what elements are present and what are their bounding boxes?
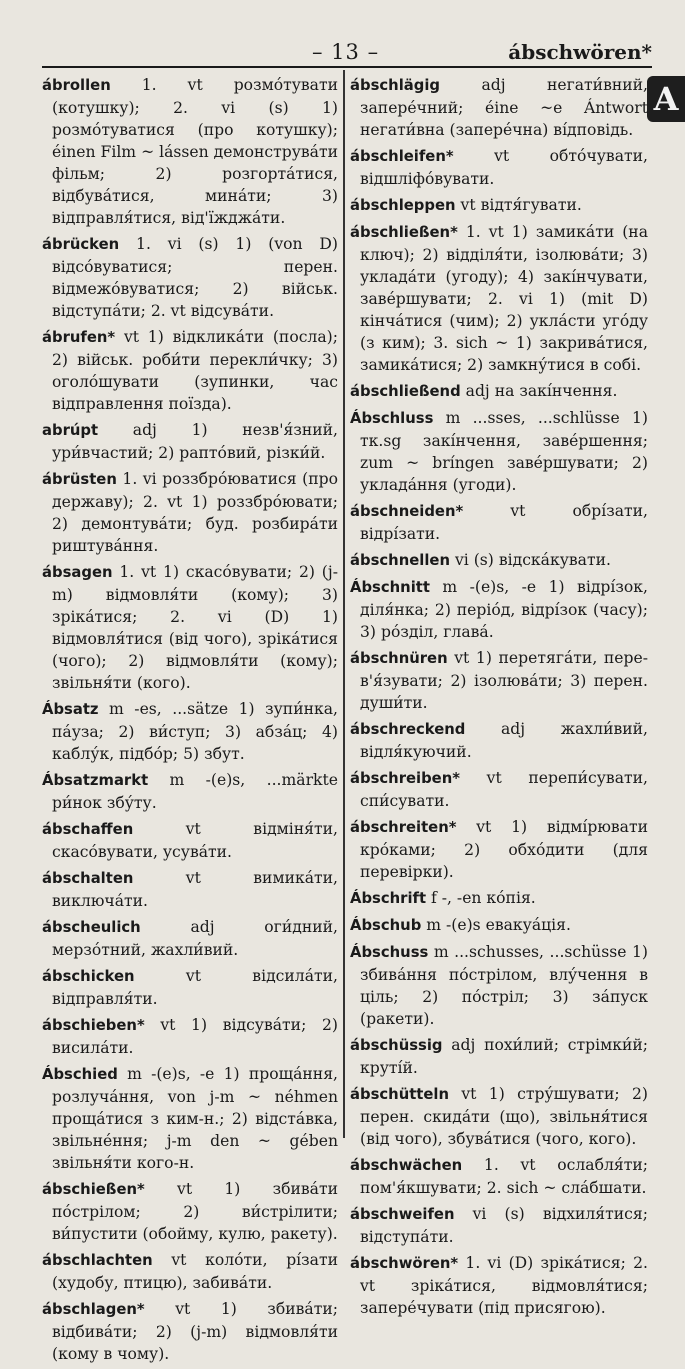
dictionary-entry	[350, 816, 648, 883]
entry-definition: 1. vi роззбро́юватися (про державу); 2. vt 1) роззбро́ювати; 2) демонтува́ти; буд. розбира́ти риштува́ння.	[52, 470, 338, 555]
entry-definition: vt обто́чувати, відшліфо́вувати.	[360, 147, 648, 188]
dictionary-entry	[42, 867, 338, 912]
dictionary-entry	[42, 1014, 338, 1059]
entry-headword: ábschnüren	[350, 650, 448, 667]
dictionary-entry	[42, 1178, 338, 1245]
entry-definition: 1. vi (D) зріка́тися; 2. vt зріка́тися, відмовля́тися; запере́чувати (під присягою).	[360, 1254, 648, 1317]
entry-headword: ábschließen*	[350, 224, 458, 241]
entry-definition: vt обрі́зати, відрі́зати.	[360, 502, 648, 543]
right-column	[350, 74, 648, 1323]
dictionary-entry	[350, 941, 648, 1030]
entry-definition: vt 1) перетяга́ти, пере-в'я́зувати; 2) ізолюва́ти; 3) перен. души́ти.	[360, 649, 648, 712]
entry-headword: ábschwören*	[350, 1255, 459, 1272]
letter-tab-label: A	[653, 80, 679, 118]
entry-definition: m -(e)s, ...märkte ри́нок збу́ту.	[52, 771, 338, 812]
entry-definition: vt відміня́ти, скасо́вувати, усува́ти.	[52, 820, 338, 861]
dictionary-entry	[42, 1298, 338, 1365]
entry-definition: vi (s) відска́кувати.	[454, 551, 611, 569]
entry-headword: Ábschrift	[350, 890, 427, 907]
entry-definition: m ...schusses, ...schüsse 1) збива́ння по́стрілом, влу́чення в ціль; 2) по́стріл; 3) за́пуск (ракети).	[360, 943, 648, 1028]
entry-definition: adj на закі́нчення.	[465, 382, 618, 400]
entry-definition: 1. vt розмо́тувати (котушку); 2. vi (s) 1) розмо́туватися (про котушку); éinen Film ~ lássen демонструва́ти фільм; 2) розгорта́тися, відбува́тися, мина́ти; 3) відправля́тися, від'їжджа́ти.	[52, 76, 338, 227]
dictionary-entry	[42, 419, 338, 464]
dictionary-entry	[42, 561, 338, 694]
dictionary-entry	[350, 718, 648, 763]
entry-definition: adj оги́дний, мерзо́тний, жахли́вий.	[52, 918, 338, 959]
entry-headword: ábrüsten	[42, 471, 117, 488]
dictionary-entry	[350, 1154, 648, 1199]
dictionary-entry	[350, 194, 648, 217]
dictionary-entry	[350, 1083, 648, 1150]
dictionary-entry	[42, 1249, 338, 1294]
entry-headword: ábschaffen	[42, 821, 134, 838]
entry-definition: vt 1) відклика́ти (посла); 2) військ. роби́ти перекли́чку; 3) оголо́шувати (зупинки, час відправлення поїзда).	[52, 328, 338, 413]
entry-definition: vt вимика́ти, виключа́ти.	[52, 869, 338, 910]
entry-headword: Ábschuss	[350, 944, 429, 961]
entry-headword: ábschalten	[42, 870, 134, 887]
dictionary-entry	[350, 380, 648, 403]
entry-definition: 1. vt 1) замика́ти (на ключ); 2) відділя́ти, ізолюва́ти; 3) уклада́ти (угоду); 4) закі́нчувати, заве́ршувати; 2. vi 1) (mit D) кінча́тися (чим); 2) укла́сти уго́ду (з ким); 3. sich ~ 1) закрива́тися, замика́тися; 2) замкну́тися в собі.	[360, 223, 648, 374]
dictionary-entry	[350, 647, 648, 714]
header-rule	[42, 66, 652, 68]
dictionary-entry	[350, 914, 648, 937]
dictionary-entry	[42, 74, 338, 229]
entry-headword: ábschleifen*	[350, 148, 454, 165]
entry-headword: Ábschied	[42, 1066, 118, 1083]
entry-headword: ábrollen	[42, 77, 111, 94]
dictionary-entry	[42, 965, 338, 1010]
running-head: ábschwören*	[508, 40, 652, 64]
entry-definition: f -, -en ко́пія.	[431, 889, 536, 907]
page-number: – 13 –	[312, 40, 380, 64]
entry-headword: ábschreiben*	[350, 770, 460, 787]
entry-definition: adj жахли́вий, відля́куючий.	[360, 720, 648, 761]
entry-headword: Ábschnitt	[350, 579, 430, 596]
entry-headword: Ábsatz	[42, 701, 99, 718]
entry-headword: Ábschluss	[350, 410, 434, 427]
entry-definition: m -es, ...sätze 1) зупи́нка, па́уза; 2) ви́ступ; 3) абза́ц; 4) каблу́к, підбо́р; 5) збут.	[52, 700, 338, 763]
entry-definition: vt відсила́ти, відправля́ти.	[52, 967, 338, 1008]
entry-definition: m -(e)s евакуа́ція.	[426, 916, 571, 934]
dictionary-entry	[350, 74, 648, 141]
letter-tab	[647, 76, 685, 122]
entry-definition: adj негати́вний, запере́чний; éine ~e Ántwort негати́вна (запере́чна) ві́дповідь.	[360, 76, 648, 139]
dictionary-entry	[42, 468, 338, 557]
dictionary-entry	[42, 326, 338, 415]
dictionary-entry	[350, 1034, 648, 1079]
entry-headword: ábsagen	[42, 564, 113, 581]
dictionary-entry	[350, 767, 648, 812]
entry-definition: m -(e)s, -e 1) відрі́зок, діля́нка; 2) періо́д, відрі́зок (часу); 3) ро́зділ, глава́.	[360, 578, 648, 641]
entry-headword: ábschnellen	[350, 552, 450, 569]
entry-definition: vt 1) відмі́рювати кро́ками; 2) обхо́дити (для перевірки).	[360, 818, 648, 881]
entry-headword: ábschüssig	[350, 1037, 443, 1054]
entry-headword: ábschreckend	[350, 721, 466, 738]
entry-headword: Ábschub	[350, 917, 422, 934]
column-divider	[343, 70, 345, 1138]
entry-headword: ábschlägig	[350, 77, 441, 94]
dictionary-entry	[350, 500, 648, 545]
dictionary-entry	[42, 1063, 338, 1174]
dictionary-entry	[42, 916, 338, 961]
entry-headword: ábschlagen*	[42, 1301, 145, 1318]
entry-definition: adj 1) незв'я́зний, ури́вчастий; 2) рапто́вий, різки́й.	[52, 421, 338, 462]
dictionary-entry	[350, 576, 648, 643]
entry-headword: ábrufen*	[42, 329, 116, 346]
entry-headword: Ábsatzmarkt	[42, 772, 149, 789]
entry-headword: ábschütteln	[350, 1086, 450, 1103]
entry-definition: vt коло́ти, рі́зати (худобу, птицю), забива́ти.	[52, 1251, 338, 1292]
entry-definition: 1. vt 1) скасо́вувати; 2) (j-m) відмовля́ти (кому); 3) зріка́тися; 2. vi (D) 1) відмовля́тися (від чого), зріка́тися (чого); 2) відмовля́ти (кому); звільня́ти (кого).	[52, 563, 338, 692]
left-column	[42, 74, 338, 1369]
entry-definition: vt 1) стру́шувати; 2) перен. скида́ти (що), звільня́тися (від чого), збува́тися (чого, кого).	[360, 1085, 648, 1148]
dictionary-entry	[42, 698, 338, 765]
entry-headword: ábschießen*	[42, 1181, 145, 1198]
entry-definition: vt 1) збива́ти по́стрілом; 2) ви́стрілити; ви́пустити (обойму, кулю, ракету).	[52, 1180, 338, 1243]
entry-headword: ábschieben*	[42, 1017, 145, 1034]
entry-definition: m -(e)s, -e 1) проща́ння, розлуча́ння, von j-m ~ néhmen проща́тися з ким-н.; 2) відста́вка, звільне́ння; j-m den ~ gében звільня́ти кого-н.	[52, 1065, 338, 1172]
dictionary-entry	[350, 407, 648, 496]
entry-headword: abrúpt	[42, 422, 99, 439]
dictionary-entry	[350, 1203, 648, 1248]
entry-headword: ábschneiden*	[350, 503, 464, 520]
entry-headword: ábschwächen	[350, 1157, 463, 1174]
dictionary-entry	[42, 818, 338, 863]
dictionary-entry	[350, 145, 648, 190]
entry-definition: 1. vt ослабля́ти; пом'я́кшувати; 2. sich ~ сла́бшати.	[360, 1156, 648, 1197]
entry-headword: ábschweifen	[350, 1206, 455, 1223]
entry-headword: ábschlachten	[42, 1252, 153, 1269]
dictionary-entry	[350, 549, 648, 572]
entry-definition: vi (s) відхиля́тися; відступа́ти.	[360, 1205, 648, 1246]
entry-headword: ábschicken	[42, 968, 135, 985]
dictionary-entry	[350, 1252, 648, 1319]
entry-definition: vt 1) збива́ти; відбива́ти; 2) (j-m) відмовля́ти (кому в чому).	[52, 1300, 338, 1363]
entry-definition: adj похи́лий; стрімки́й; круті́й.	[360, 1036, 648, 1077]
entry-headword: ábscheulich	[42, 919, 141, 936]
dictionary-entry	[42, 233, 338, 322]
entry-definition: vt 1) відсува́ти; 2) висила́ти.	[52, 1016, 338, 1057]
dictionary-entry	[350, 887, 648, 910]
entry-headword: ábschleppen	[350, 197, 456, 214]
dictionary-entry	[42, 769, 338, 814]
entry-headword: ábrücken	[42, 236, 120, 253]
entry-headword: ábschließend	[350, 383, 461, 400]
entry-headword: ábschreiten*	[350, 819, 457, 836]
entry-definition: 1. vi (s) 1) (von D) відсо́вуватися; перен. відмежо́вуватися; 2) військ. відступа́ти; 2. vt відсува́ти.	[52, 235, 338, 320]
page-header	[40, 40, 652, 68]
entry-definition: m ...sses, ...schlüsse 1) тк.sg закі́нчення, заве́ршення; zum ~ bríngen заве́ршувати; 2) уклада́ння (угоди).	[360, 409, 648, 494]
dictionary-entry	[350, 221, 648, 376]
entry-definition: vt відтя́гувати.	[460, 196, 582, 214]
entry-definition: vt перепи́сувати, спи́сувати.	[360, 769, 648, 810]
